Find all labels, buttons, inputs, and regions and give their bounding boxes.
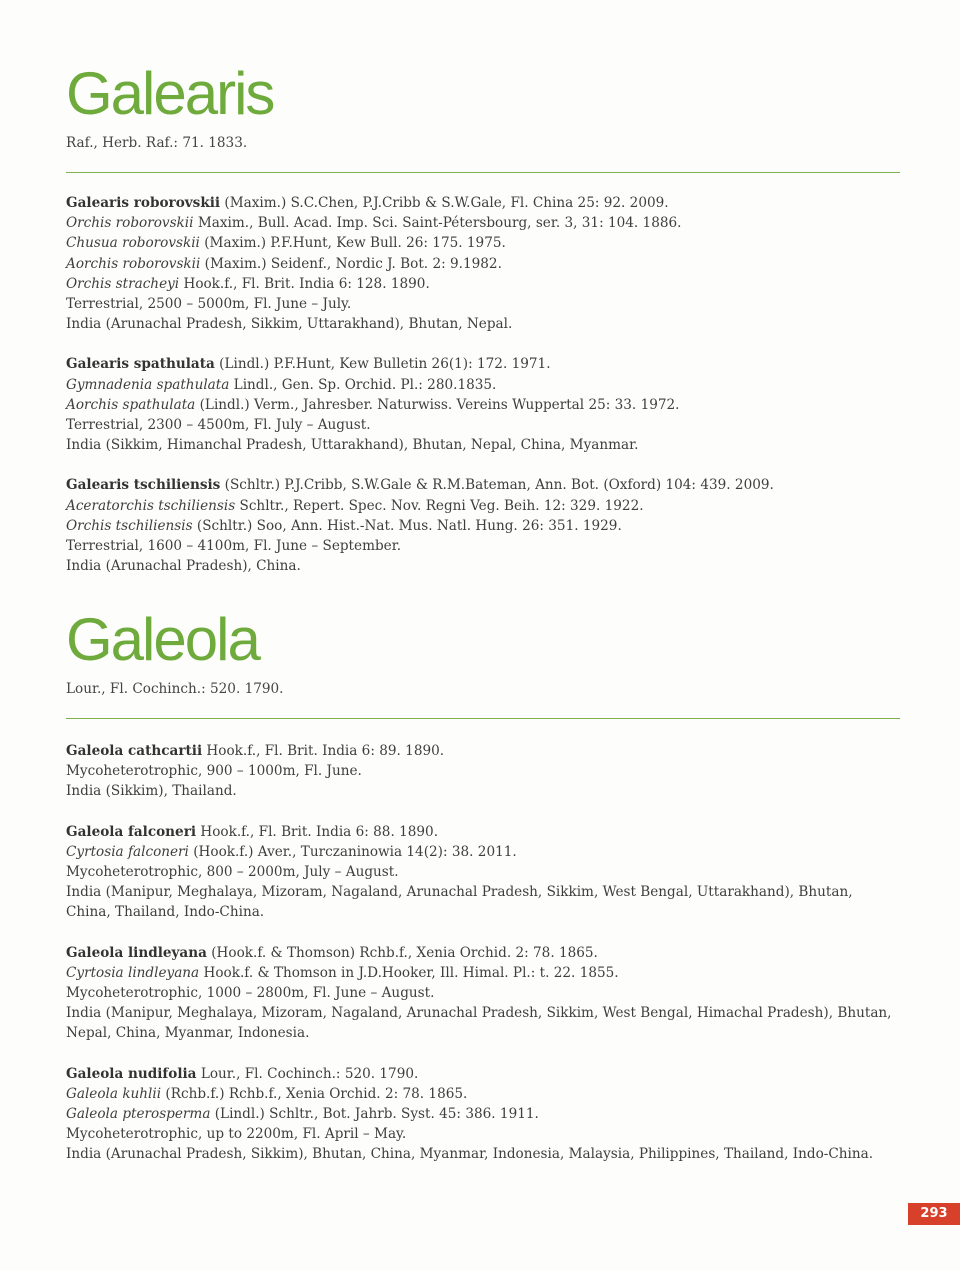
synonym-line	[66, 375, 900, 395]
synonym-line	[66, 233, 900, 253]
species-name: Galeola cathcartii	[66, 743, 203, 759]
synonym-name: Orchis stracheyi	[66, 275, 180, 292]
habit-line: Mycoheterotrophic, 900 – 1000m, Fl. June.	[66, 763, 362, 780]
genus-author: Raf., Herb. Raf.: 71. 1833.	[66, 135, 248, 151]
synonym-name: Orchis tschiliensis	[66, 517, 193, 534]
species-heading	[66, 822, 900, 842]
species-entry	[66, 741, 900, 802]
synonym-name: Galeola pterosperma	[66, 1106, 211, 1123]
species-citation: Hook.f., Fl. Brit. India 6: 89. 1890.	[202, 743, 445, 759]
synonym-name: Gymnadenia spathulata	[66, 376, 230, 393]
species-entry	[66, 822, 900, 923]
synonym-line	[66, 1104, 900, 1124]
synonym-citation: Hook.f. & Thomson in J.D.Hooker, Ill. Himal. Pl.: t. 22. 1855.	[199, 964, 619, 981]
species-entry	[66, 193, 900, 334]
synonym-citation: (Rchb.f.) Rchb.f., Xenia Orchid. 2: 78. 1865.	[161, 1085, 468, 1102]
synonym-citation: Lindl., Gen. Sp. Orchid. Pl.: 280.1835.	[229, 376, 497, 393]
species-name: Galeola lindleyana	[66, 944, 207, 961]
species-name: Galearis tschiliensis	[66, 477, 221, 494]
habit-line: Terrestrial, 1600 – 4100m, Fl. June – September.	[66, 538, 402, 555]
species-citation: (Hook.f. & Thomson) Rchb.f., Xenia Orchid. 2: 78. 1865.	[206, 944, 598, 961]
synonym-citation: (Schltr.) Soo, Ann. Hist.-Nat. Mus. Natl. Hung. 26: 351. 1929.	[192, 517, 622, 534]
synonym-line	[66, 1084, 900, 1104]
synonym-citation: (Maxim.) P.F.Hunt, Kew Bull. 26: 175. 1975.	[199, 235, 506, 252]
habit-line: Mycoheterotrophic, 800 – 2000m, July – August.	[66, 864, 399, 881]
synonym-line	[66, 963, 900, 983]
species-citation: (Lindl.) P.F.Hunt, Kew Bulletin 26(1): 172. 1971.	[214, 356, 551, 373]
species-name: Galeola nudifolia	[66, 1065, 197, 1082]
habit-line: Terrestrial, 2500 – 5000m, Fl. June – July.	[66, 296, 352, 313]
species-heading	[66, 741, 900, 761]
genus-title: Galeola	[66, 606, 259, 673]
synonym-line	[66, 516, 900, 536]
species-citation: Lour., Fl. Cochinch.: 520. 1790.	[196, 1065, 419, 1082]
species-entry	[66, 1064, 900, 1165]
synonym-line	[66, 254, 900, 274]
species-name: Galeola falconeri	[66, 823, 197, 840]
species-heading	[66, 354, 900, 374]
species-citation: Hook.f., Fl. Brit. India 6: 88. 1890.	[196, 823, 439, 840]
synonym-citation: (Maxim.) Seidenf., Nordic J. Bot. 2: 9.1982.	[200, 255, 502, 272]
distribution-line: India (Arunachal Pradesh, Sikkim, Uttarakhand), Bhutan, Nepal.	[66, 316, 513, 333]
species-entry	[66, 475, 900, 576]
synonym-citation: (Lindl.) Verm., Jahresber. Naturwiss. Vereins Wuppertal 25: 33. 1972.	[195, 396, 680, 413]
species-heading	[66, 1064, 900, 1084]
habit-line: Mycoheterotrophic, up to 2200m, Fl. April – May.	[66, 1126, 407, 1143]
divider	[66, 172, 900, 173]
species-heading	[66, 475, 900, 495]
synonym-name: Aorchis spathulata	[66, 396, 196, 413]
species-citation: (Schltr.) P.J.Cribb, S.W.Gale & R.M.Bateman, Ann. Bot. (Oxford) 104: 439. 2009.	[220, 477, 774, 494]
synonym-name: Aorchis roborovskii	[66, 255, 201, 272]
synonym-name: Galeola kuhlii	[66, 1085, 162, 1102]
species-name: Galearis spathulata	[66, 356, 215, 373]
synonym-name: Chusua roborovskii	[66, 235, 200, 252]
species-citation: (Maxim.) S.C.Chen, P.J.Cribb & S.W.Gale, Fl. China 25: 92. 2009.	[220, 195, 669, 211]
synonym-name: Cyrtosia falconeri	[66, 843, 189, 860]
synonym-line	[66, 496, 900, 516]
synonym-line	[66, 213, 900, 233]
synonym-name: Aceratorchis tschiliensis	[66, 497, 236, 514]
synonym-citation: (Lindl.) Schltr., Bot. Jahrb. Syst. 45: 386. 1911.	[210, 1106, 539, 1123]
species-name: Galearis roborovskii	[66, 195, 221, 211]
distribution-line: India (Arunachal Pradesh, Sikkim), Bhutan, China, Myanmar, Indonesia, Malaysia, Philippines, Thailand, Indo-China.	[66, 1146, 874, 1163]
page-number: 293	[908, 1203, 960, 1225]
habit-line: Mycoheterotrophic, 1000 – 2800m, Fl. June – August.	[66, 985, 435, 1002]
synonym-line	[66, 395, 900, 415]
distribution-line: India (Sikkim), Thailand.	[66, 783, 237, 800]
genus-title: Galearis	[66, 60, 274, 127]
synonym-citation: (Hook.f.) Aver., Turczaninowia 14(2): 38. 2011.	[188, 843, 517, 860]
synonym-citation: Hook.f., Fl. Brit. India 6: 128. 1890.	[179, 275, 430, 292]
species-heading	[66, 943, 900, 963]
synonym-citation: Schltr., Repert. Spec. Nov. Regni Veg. Beih. 12: 329. 1922.	[235, 497, 644, 514]
synonym-name: Orchis roborovskii	[66, 215, 194, 232]
distribution-line: India (Sikkim, Himanchal Pradesh, Uttarakhand), Bhutan, Nepal, China, Myanmar.	[66, 437, 639, 454]
synonym-name: Cyrtosia lindleyana	[66, 964, 200, 981]
species-heading	[66, 193, 900, 213]
synonym-line	[66, 842, 900, 862]
habit-line: Terrestrial, 2300 – 4500m, Fl. July – August.	[66, 417, 371, 434]
distribution-line: India (Manipur, Meghalaya, Mizoram, Nagaland, Arunachal Pradesh, Sikkim, West Bengal, Himachal Pradesh), Bhutan, Nepal, China, Myanmar, Indonesia.	[66, 1005, 892, 1042]
species-entry	[66, 943, 900, 1044]
synonym-line	[66, 274, 900, 294]
genus-galearis	[66, 62, 900, 576]
synonym-citation: Maxim., Bull. Acad. Imp. Sci. Saint-Pétersbourg, ser. 3, 31: 104. 1886.	[193, 215, 682, 232]
genus-galeola	[66, 608, 900, 1165]
distribution-line: India (Manipur, Meghalaya, Mizoram, Nagaland, Arunachal Pradesh, Sikkim, West Bengal, Uttarakhand), Bhutan, China, Thailand, Indo-China.	[66, 884, 853, 921]
distribution-line: India (Arunachal Pradesh), China.	[66, 558, 301, 575]
divider	[66, 718, 900, 719]
genus-author: Lour., Fl. Cochinch.: 520. 1790.	[66, 681, 284, 697]
species-entry	[66, 354, 900, 455]
